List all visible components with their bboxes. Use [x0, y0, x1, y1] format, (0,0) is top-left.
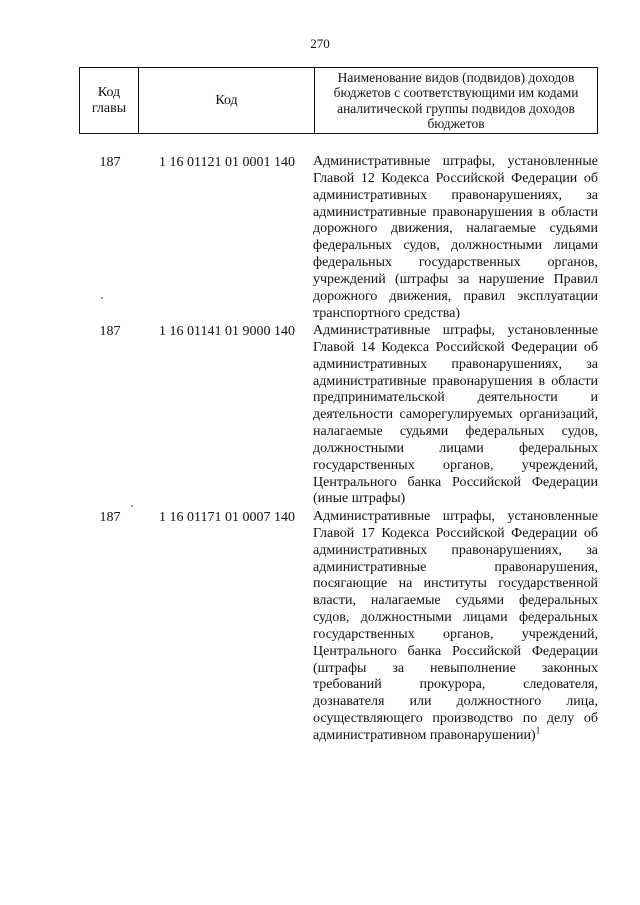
table-row [79, 154, 598, 322]
scan-speck [101, 297, 103, 299]
footnote-mark: 1 [535, 725, 541, 736]
header-name: Наименование видов (подвидов) доходов бюджетов с соответствующими им кодами аналитической группы подвидов доходов бюджетов [314, 68, 597, 133]
chapter-code-cell: 187 [99, 155, 121, 170]
header-code: Код [138, 68, 314, 133]
table-header [79, 67, 598, 134]
chapter-code-cell: 187 [99, 324, 121, 339]
table-row [79, 323, 598, 508]
description-cell [313, 509, 598, 745]
chapter-code-cell: 187 [99, 510, 121, 525]
income-code-cell: 1 16 01121 01 0001 140 [159, 155, 295, 170]
description-text: Административные штрафы, установленные Главой 17 Кодекса Российской Федерации об административных правонарушениях, за административные правонарушения, посягающие на институты государственной власти, налагаемые судьями федеральных судов, должностными лицами федеральных государственных органов, учреждений, Центрального банка Российской Федерации (штрафы за невыполнение законных требований прокурора, следователя, дознавателя или должностного лица, осуществляющего производство по делу об административном правонарушении) [313, 509, 598, 743]
header-chapter-code: Код главы [91, 84, 127, 116]
income-code-cell: 1 16 01171 01 0007 140 [159, 510, 295, 525]
income-code-cell: 1 16 01141 01 9000 140 [159, 324, 295, 339]
table-body [79, 154, 598, 745]
table-row [79, 509, 598, 745]
description-cell: Административные штрафы, установленные Главой 12 Кодекса Российской Федерации об административных правонарушениях, за административные правонарушения в области дорожного движения, налагаемые судьями федеральных судов, должностными лицами федеральных государственных органов, учреждений (штрафы за нарушение Правил дорожного движения, правил эксплуатации транспортного средства) [313, 154, 598, 321]
scan-speck [131, 505, 133, 507]
description-cell: Административные штрафы, установленные Главой 14 Кодекса Российской Федерации об административных правонарушениях, за административные правонарушения в области предпринимательской деятельности и деятельности саморегулируемых организаций, налагаемые судьями федеральных судов, должностными лицами федеральных государственных органов, учреждений, Центрального банка Российской Федерации (иные штрафы) [313, 323, 598, 507]
page-number: 270 [310, 36, 330, 51]
